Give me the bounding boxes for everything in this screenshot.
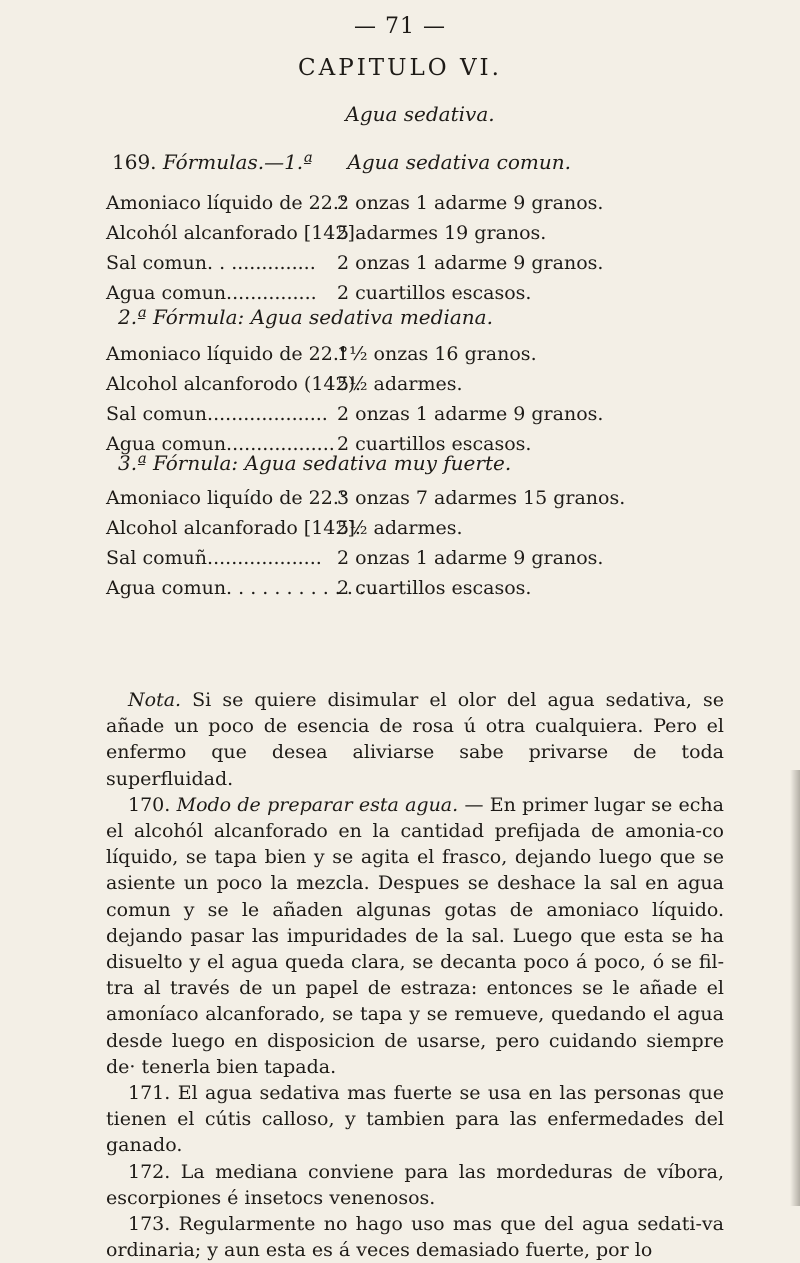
- ingredient-quantity: 2 onzas 1 adarme 9 granos.: [337, 252, 604, 274]
- paragraph-172: 172. La mediana conviene para las mordeduras de víbora, escorpiones é insetocs venenosos.: [106, 1160, 724, 1209]
- ingredient-row: [106, 278, 706, 308]
- chapter-title: CAPITULO VI.: [298, 55, 502, 81]
- ingredient-quantity: 2 onzas 1 adarme 9 granos.: [337, 547, 604, 569]
- paragraph-170-title: Modo de preparar esta agua.: [176, 793, 459, 816]
- ingredient-quantity: 2 cuartillos escasos.: [337, 433, 532, 455]
- ingredient-name: Amoniaco líquido de 22.°: [106, 343, 349, 365]
- ingredient-name: Sal comun. . ..............: [106, 252, 316, 274]
- ingredient-quantity: 1½ onzas 16 granos.: [337, 343, 537, 365]
- section-title: Agua sedativa.: [345, 102, 495, 126]
- ingredient-name: Agua comun..................: [106, 433, 335, 455]
- formula-1-number: 169.: [112, 150, 157, 174]
- ingredient-quantity: 2 cuartillos escasos.: [337, 577, 532, 599]
- paragraph-170: [106, 792, 724, 1080]
- nota-paragraph: [106, 687, 724, 792]
- ingredient-quantity: 2 cuartillos escasos.: [337, 282, 532, 304]
- ingredient-name: Agua comun...............: [106, 282, 317, 304]
- nota-label: Nota.: [128, 689, 182, 711]
- ingredient-row: [106, 248, 706, 278]
- formula-3-name: Agua sedativa muy fuerte.: [244, 451, 512, 475]
- ingredient-row: [106, 543, 706, 573]
- formula-1-ingredients: [106, 188, 706, 308]
- nota-text: Si se quiere disimular el olor del agua sedativa, se añade un poco de esencia de rosa ú otra cualquiera. Pero el enfermo que desea aliviarse sabe privarse de toda superfluidad.: [106, 689, 724, 790]
- ingredient-quantity: 2 onzas 1 adarme 9 granos.: [337, 192, 604, 214]
- ingredient-quantity: 5 adarmes 19 granos.: [337, 222, 547, 244]
- ingredient-quantity: 5½ adarmes.: [337, 517, 463, 539]
- formula-1-name: Agua sedativa comun.: [347, 150, 571, 174]
- paragraph-173: 173. Regularmente no hago uso mas que del agua sedati-va ordinaria; y aun esta es á veces demasiado fuerte, por lo: [106, 1213, 724, 1262]
- formula-1-heading: [112, 150, 571, 174]
- ingredient-row: [106, 399, 706, 429]
- ingredient-name: Alcohol alcanforado [142].: [106, 517, 361, 539]
- ingredient-quantity: 5½ adarmes.: [337, 373, 463, 395]
- ingredient-quantity: 3 onzas 7 adarmes 15 granos.: [337, 487, 626, 509]
- ingredient-row: [106, 573, 706, 603]
- ingredient-name: Sal comuñ...................: [106, 547, 322, 569]
- ingredient-row: [106, 483, 706, 513]
- ingredient-row: [106, 188, 706, 218]
- ingredient-row: [106, 513, 706, 543]
- ingredient-row: [106, 369, 706, 399]
- ingredient-quantity: 2 onzas 1 adarme 9 granos.: [337, 403, 604, 425]
- page-edge-shadow: [790, 770, 800, 1206]
- paragraph-170-text: — En primer lugar se echa el alcohól alcanforado en la cantidad prefijada de amonia-co líquido, se tapa bien y se agita el frasco, dejando luego que se asiente un poco la mezcla. Despues se deshace la sal en agua comun y se le añaden algunas gotas de amoniaco líquido. dejando pasar las impuridades de la sal. Luego que esta se ha disuelto y el agua queda clara, se decanta poco á poco, ó se fil-tra al través de un papel de estraza: entonces se le añade el amoníaco alcanforado, se tapa y se remueve, quedando el agua desde luego en disposicion de usarse, pero cuidando siempre de· tenerla bien tapada.: [106, 793, 724, 1078]
- paragraph-171: 171. El agua sedativa mas fuerte se usa en las personas que tienen el cútis calloso, y tambien para las enfermedades del ganado.: [106, 1082, 724, 1157]
- ingredient-name: Alcohól alcanforado [142].: [106, 222, 361, 244]
- formula-3-label: 3.ª Fórnula:: [118, 451, 239, 475]
- body-text: [106, 687, 724, 1263]
- ingredient-name: Amoniaco líquido de 22.°: [106, 192, 349, 214]
- formula-2-heading: [118, 305, 493, 329]
- ingredient-name: Agua comun. . . . . . . . . . . . .: [106, 577, 378, 599]
- formula-2-name: Agua sedativa mediana.: [250, 305, 493, 329]
- formula-3-heading: [118, 451, 511, 475]
- ingredient-name: Sal comun....................: [106, 403, 328, 425]
- ingredient-name: Amoniaco liquído de 22.°: [106, 487, 349, 509]
- formula-1-label: Fórmulas.—1.ª: [162, 150, 313, 174]
- ingredient-row: [106, 218, 706, 248]
- formula-2-label: 2.ª Fórmula:: [118, 305, 245, 329]
- page-number: — 71 —: [354, 14, 446, 39]
- ingredient-name: Alcohol alcanforodo (142).: [106, 373, 362, 395]
- paragraph-170-number: 170.: [128, 793, 171, 816]
- formula-3-ingredients: [106, 483, 706, 603]
- formula-2-ingredients: [106, 339, 706, 459]
- ingredient-row: [106, 339, 706, 369]
